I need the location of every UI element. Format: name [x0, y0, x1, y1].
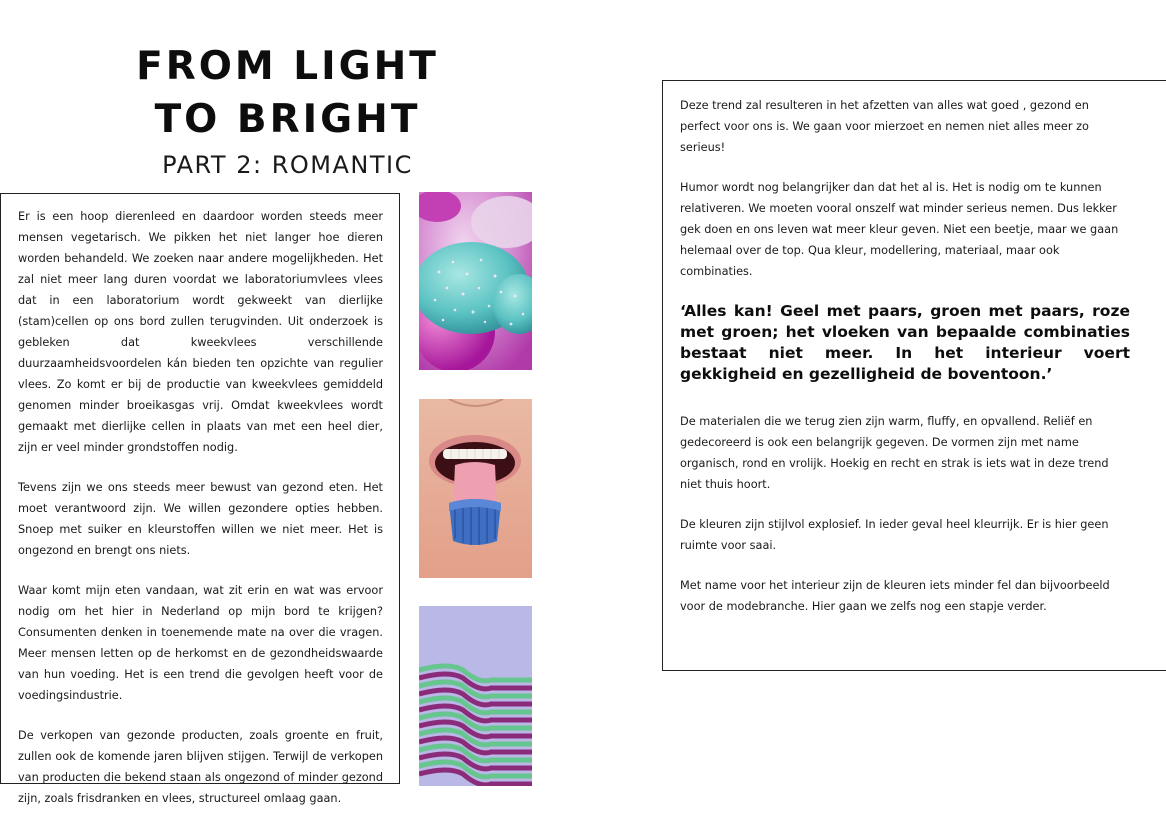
left-paragraph-1: Er is een hoop dierenleed en daardoor worden steeds meer mensen vegetarisch. We pikken het niet langer hoe dieren worden behandeld. We zoeken naar andere mogelijkheden. Het zal niet meer lang duren voordat we laboratoriumvlees vlees dat in een laboratorium wordt gekweekt van dierlijke (stam)cellen op ons bord zullen terugvinden. Uit onderzoek is gebleken dat kweekvlees verschillende duurzaamheidsvoordelen kán bieden ten opzichte van regulier vlees. Zo komt er bij de productie van kweekvlees gemiddeld genomen minder broeikasgas vrij. Omdat kweekvlees wordt gemaakt met dierlijke cellen in plaats van met een heel dier, zijn er veel minder grondstoffen nodig.: [18, 210, 383, 454]
title-line-2: TO BRIGHT: [154, 97, 421, 142]
right-paragraph-1: Deze trend zal resulteren in het afzetten van alles wat goed , gezond en perfect voor ons is. We gaan voor mierzoet en nemen niet alles meer zo serieus!: [680, 99, 1089, 154]
title-line-1: FROM LIGHT: [136, 44, 439, 89]
mouth-tongue-photo: [419, 399, 532, 578]
right-paragraph-5: Met name voor het interieur zijn de kleuren iets minder fel dan bijvoorbeeld voor de modebranche. Hier gaan we zelfs nog een stapje verder.: [680, 579, 1110, 613]
page-subtitle: PART 2: ROMANTIC: [162, 151, 413, 179]
left-paragraph-4: De verkopen van gezonde producten, zoals groente en fruit, zullen ook de komende jaren blijven stijgen. Terwijl de verkopen van producten die bekend staan als ongezond of minder gezond zijn, zoals frisdranken en vlees, structureel omlaag gaan.: [18, 729, 383, 805]
left-paragraph-3: Waar komt mijn eten vandaan, wat zit erin en wat was ervoor nodig om het hier in Nederland op mijn bord te krijgen? Consumenten denken in toenemende mate na over die vragen. Meer mensen letten op de herkomst en de gezondheidswaarde van hun voeding. Het is een trend die gevolgen heeft voor de voedingsindustrie.: [18, 584, 383, 702]
page-title: [100, 40, 475, 146]
striped-waves-photo: [419, 606, 532, 786]
left-text-box: [0, 193, 400, 805]
textured-blob-photo: [419, 192, 532, 370]
left-paragraph-2: Tevens zijn we ons steeds meer bewust van gezond eten. Het moet verantwoord zijn. We willen gezondere opties hebben. Snoep met suiker en kleurstoffen willen we niet meer. Het is ongezond en brengt ons niets.: [18, 481, 383, 557]
pull-quote: ‘Alles kan! Geel met paars, groen met paars, roze met groen; het vloeken van bepaalde combinaties bestaat niet meer. In het interieur voert gekkigheid en gezelligheid de boventoon.’: [680, 302, 1130, 383]
right-paragraph-4: De kleuren zijn stijlvol explosief. In ieder geval heel kleurrijk. Er is hier geen ruimte voor saai.: [680, 518, 1109, 552]
right-text-box: [662, 80, 1166, 671]
right-paragraph-3: De materialen die we terug zien zijn warm, fluffy, en opvallend. Reliëf en gedecoreerd is ook een belangrijk gegeven. De vormen zijn met name organisch, rond en vrolijk. Hoekig en recht en strak is iets wat in deze trend niet thuis hoort.: [680, 415, 1109, 491]
right-paragraph-2: Humor wordt nog belangrijker dan dat het al is. Het is nodig om te kunnen relativeren. We moeten vooral onszelf wat minder serieus nemen. Dus lekker gek doen en ons leven wat meer kleur geven. Niet een beetje, maar we gaan helemaal over de top. Qua kleur, modellering, materiaal, maar ook combinaties.: [680, 181, 1119, 278]
